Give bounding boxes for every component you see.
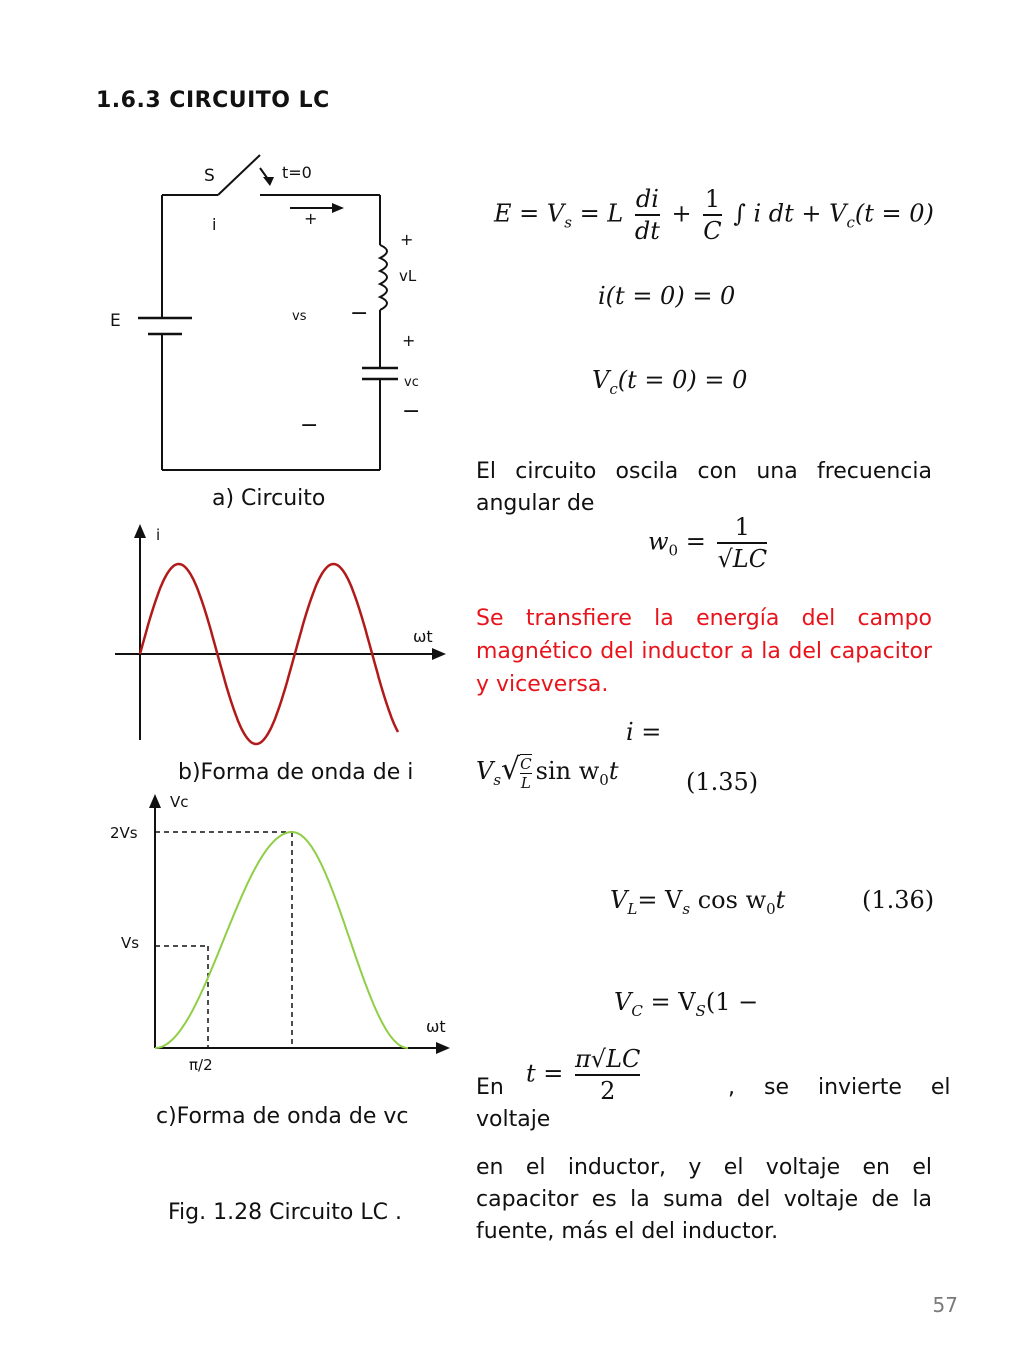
page-number: 57: [932, 1293, 958, 1317]
current-plot-caption: b)Forma de onda de i: [178, 760, 414, 785]
equation-number-1-35: (1.35): [686, 768, 759, 796]
switch-label: S: [204, 166, 215, 186]
source-label: E: [110, 311, 121, 331]
plus-capacitor-label: +: [402, 331, 416, 350]
vc-curve: [155, 832, 408, 1048]
paragraph-angular-frequency: El circuito oscila con una frecuencia angular de: [476, 459, 932, 516]
equation-capacitor-voltage: $V_C = V_S(1$ −: [614, 988, 759, 1020]
equation-current-lhs: i =: [626, 718, 662, 746]
equation-current: $V_s√$ $\frac{C}{L}$ $\sin w_0t$: [476, 752, 619, 792]
minus-inductor-label: −: [350, 301, 369, 326]
equation-inversion-time: t = $\frac{\pi√LC}{2}$: [526, 1045, 641, 1105]
vs-label: vs: [292, 309, 307, 324]
equation-inductor-voltage: $V_L= V_s$ $\cos w_0t$: [610, 886, 786, 918]
vc-y-axis-label: Vc: [170, 793, 189, 811]
plus-top-label: +: [304, 209, 318, 228]
figure-caption: Fig. 1.28 Circuito LC .: [168, 1200, 402, 1225]
paragraph-inversion: en el inductor, y el voltaje en el capacitor es la suma del voltaje de la fuente, más el del inductor.: [476, 1155, 932, 1244]
vc-waveform-plot: [100, 790, 460, 1080]
minus-capacitor-label: −: [402, 399, 421, 424]
capacitor-voltage-label: vc: [404, 375, 419, 390]
vc-tick-2vs: 2Vs: [110, 824, 138, 842]
time-label: t=0: [282, 163, 312, 182]
section-heading: 1.6.3 CIRCUITO LC: [96, 88, 330, 113]
vc-tick-pi-half: π/2: [189, 1056, 213, 1074]
current-x-axis-label: ωt: [413, 627, 433, 646]
equation-number-1-36: (1.36): [862, 886, 935, 914]
paragraph-energy-transfer: Se transfiere la energía del campo magnético del inductor a la del capacitor y viceversa.: [476, 606, 932, 697]
vc-plot-caption: c)Forma de onda de vc: [156, 1104, 409, 1129]
minus-bottom-label: −: [300, 413, 319, 438]
text-en: En: [476, 1075, 504, 1100]
lc-circuit-diagram: [100, 150, 440, 480]
equation-kirchhoff: $E = V_s = L$ $\frac{di}{dt}$ + $\frac{1}{C}$ ∫ i dt + $V_c(t = 0)$: [494, 185, 934, 245]
vc-x-axis-label: ωt: [426, 1017, 446, 1036]
current-waveform-plot: [110, 520, 455, 748]
equation-initial-current: i(t = 0) = 0: [598, 282, 736, 310]
current-y-axis-label: i: [156, 526, 161, 544]
inductor-voltage-label: vL: [399, 267, 417, 285]
text-se-invierte: , se invierte el: [728, 1075, 951, 1100]
circuit-caption: a) Circuito: [212, 486, 326, 511]
equation-initial-vc: $V_c(t = 0) = 0$: [592, 366, 748, 398]
vc-tick-vs: Vs: [121, 934, 140, 952]
current-label: i: [212, 215, 217, 234]
plus-inductor-label: +: [400, 230, 414, 249]
text-voltaje: voltaje: [476, 1107, 551, 1132]
equation-resonant-frequency: $w_0$ = $\frac{1}{√LC}$: [648, 513, 768, 573]
